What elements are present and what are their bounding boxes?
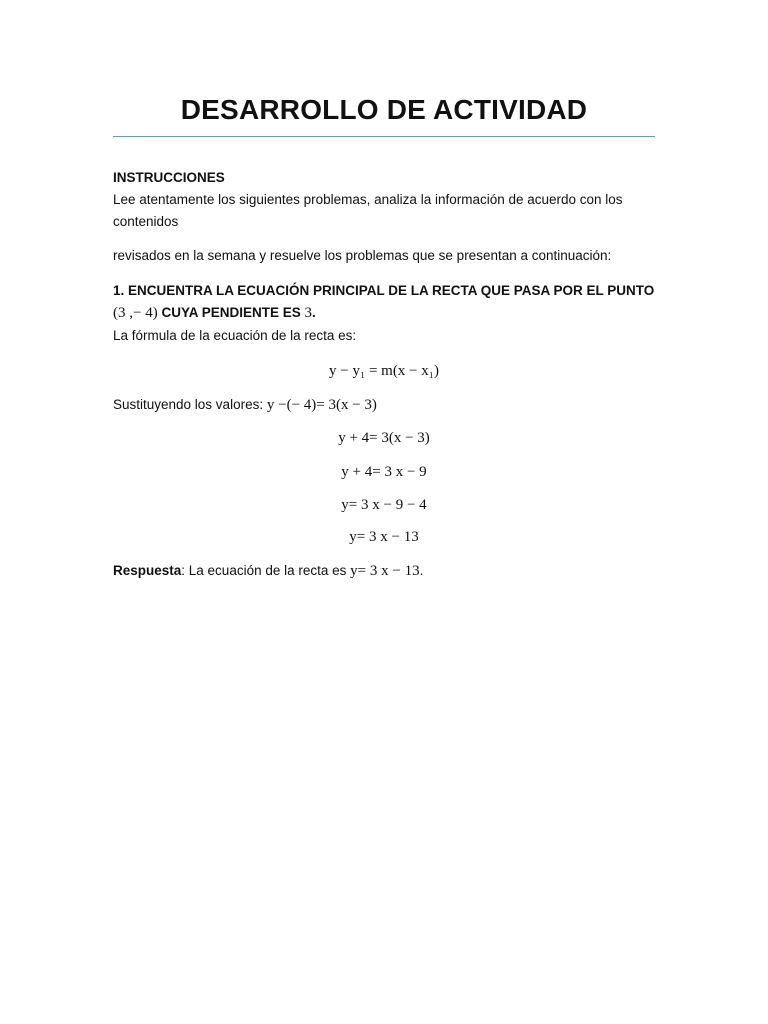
- substitution-equation: y −(− 4)= 3(x − 3): [266, 397, 377, 413]
- instructions-heading: INSTRUCCIONES: [113, 170, 225, 185]
- problem-1-heading-part2: CUYA PENDIENTE ES: [161, 305, 301, 320]
- substitution-line: [113, 394, 655, 416]
- problem-1-heading-end: .: [312, 305, 316, 320]
- problem-1-heading-part1: 1. ENCUENTRA LA ECUACIÓN PRINCIPAL DE LA RECTA QUE PASA POR EL PUNTO: [113, 283, 655, 298]
- answer-label: Respuesta: [113, 563, 182, 578]
- solution-step-2: y + 4= 3 x − 9: [341, 464, 427, 480]
- page-title: DESARROLLO DE ACTIVIDAD: [180, 94, 588, 125]
- problem-1-point: (3 ,− 4): [113, 305, 158, 321]
- answer-line: [113, 560, 655, 582]
- problem-1-slope: 3: [304, 305, 313, 321]
- solution-step-1: y + 4= 3(x − 3): [338, 430, 430, 446]
- title-underline: [113, 136, 655, 137]
- substitution-label: Sustituyendo los valores:: [113, 397, 264, 412]
- instructions-paragraph-2: revisados en la semana y resuelve los problemas que se presentan a continuación:: [113, 248, 612, 263]
- answer-equation: y= 3 x − 13: [350, 563, 420, 579]
- instructions-paragraph-1: Lee atentamente los siguientes problemas, analiza la información de acuerdo con los contenidos: [113, 192, 623, 229]
- solution-step-4: y= 3 x − 13: [349, 529, 419, 545]
- formula-intro: La fórmula de la ecuación de la recta es:: [113, 328, 357, 343]
- answer-text: : La ecuación de la recta es: [181, 563, 347, 578]
- answer-end: .: [419, 563, 424, 578]
- problem-1-heading: [113, 280, 655, 324]
- solution-step-3: y= 3 x − 9 − 4: [341, 497, 427, 513]
- point-slope-formula: y − y₁ = m(x − x₁): [329, 363, 439, 379]
